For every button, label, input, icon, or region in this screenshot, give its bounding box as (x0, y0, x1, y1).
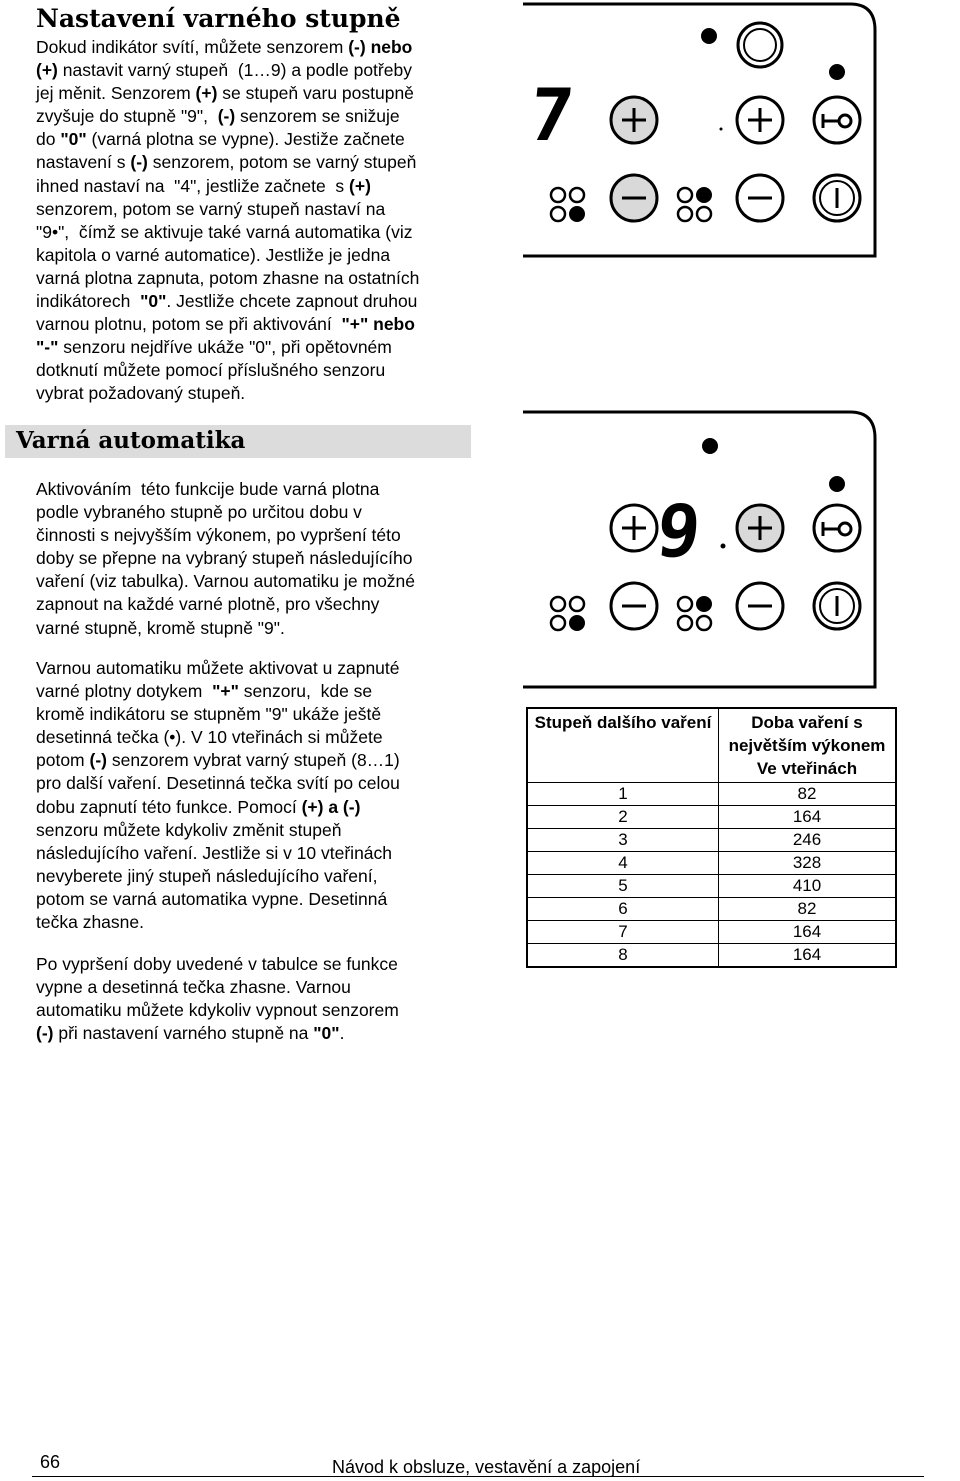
text-run: senzorem vybrat varný stupeň (8…1) (106, 750, 400, 771)
text-run: podle vybraného stupně po určitou dobu v (36, 502, 362, 523)
ring-sensor-inner (744, 29, 776, 61)
text-line (36, 359, 419, 382)
auto-cook-paragraph-2 (36, 657, 400, 934)
indicator-dot-icon (829, 476, 845, 492)
text-line (36, 570, 415, 593)
auto-cook-time-table (526, 707, 897, 968)
text-run: vybrat požadovaný stupeň. (36, 383, 246, 404)
text-run: "+" (212, 681, 239, 702)
text-run: následujícího vaření. Jestliže si v 10 vteřinách (36, 842, 393, 863)
cell-seconds: 164 (719, 806, 897, 829)
text-run: . (339, 1023, 345, 1044)
text-run: senzoru, kde se (238, 681, 373, 702)
auto-cook-paragraph-3 (36, 953, 399, 1045)
cell-seconds: 410 (719, 875, 897, 898)
text-line (36, 888, 400, 911)
indicator-dot-icon (701, 28, 717, 44)
power-level-paragraph (36, 36, 419, 406)
section-title-auto-cook: Varná automatika (16, 427, 246, 454)
text-run: vypne a desetinná tečka zhasne. Varnou (36, 977, 351, 998)
text-run: do (36, 129, 61, 150)
text-line (36, 593, 415, 616)
table-row (527, 875, 896, 898)
text-run: varné stupně, kromě stupně "9". (36, 617, 285, 638)
plus-glyph (748, 108, 772, 132)
control-panel-diagram-top (520, 0, 890, 262)
text-run: potom (36, 750, 90, 771)
table-row (527, 852, 896, 875)
text-line (36, 865, 400, 888)
text-line (36, 547, 415, 570)
text-line (36, 105, 419, 128)
text-line (36, 59, 419, 82)
text-run: senzoru můžete kdykoliv změnit stupeň (36, 819, 342, 840)
text-run: "-" (36, 337, 59, 358)
text-run: Dokud indikátor svítí, můžete senzorem (36, 37, 349, 57)
text-line (36, 819, 400, 842)
text-line (36, 313, 419, 336)
text-line (36, 290, 419, 313)
text-run: "0" (60, 129, 87, 150)
text-run: "+" nebo (341, 314, 415, 335)
text-line (36, 726, 400, 749)
zone-indicator-icon (551, 597, 585, 631)
text-run: vaření (viz tabulka). Varnou automatiku je možné (36, 571, 416, 592)
text-run: Aktivováním této funkcije bude varná plotna (36, 479, 380, 499)
text-run: kapitola o varné automatice). Jestliže je jedna (36, 244, 391, 265)
text-line (36, 999, 399, 1022)
text-run: nastavit varný stupeň (1…9) a podle potřeby (57, 60, 412, 81)
text-run: desetinná tečka (•). V 10 vteřinách si můžete (36, 727, 383, 748)
zone-indicator-icon (678, 187, 712, 221)
text-run: tečka zhasne. (36, 912, 144, 933)
text-run: (varná plotna se vypne). Jestiže začnete (86, 129, 405, 150)
text-run: kromě indikátoru se stupněm "9" ukáže ještě (36, 704, 382, 725)
text-run: pro další vaření. Desetinná tečka svítí po celou (36, 773, 400, 794)
text-run: (-) nebo (348, 37, 413, 57)
text-run: při nastavení varného stupně na (53, 1023, 314, 1044)
text-run: (+) (349, 175, 371, 196)
text-run: senzoru nejdříve ukáže "0", při opětovném (58, 337, 392, 358)
zone-indicator-icon (678, 596, 712, 630)
text-line (36, 244, 419, 267)
table-header-row (527, 708, 896, 783)
cell-next-level: 1 (527, 783, 719, 806)
auto-cook-paragraph-1 (36, 478, 415, 640)
text-run: dotknutí můžete pomocí příslušného senzoru (36, 360, 386, 381)
text-line (36, 657, 400, 680)
cell-next-level: 5 (527, 875, 719, 898)
table-row (527, 829, 896, 852)
text-run: jej měnit. Senzorem (36, 83, 196, 104)
text-run: "9•", čímž se aktivuje také varná automatika (viz (36, 221, 413, 242)
text-run: doby se přepne na vybraný stupeň následujícího (36, 548, 413, 569)
text-run: nevyberete jiný stupeň následujícího vaření, (36, 865, 378, 886)
text-run: (+) (36, 60, 58, 81)
page-number: 66 (40, 1452, 61, 1472)
display-digit: 9 (652, 490, 705, 574)
table-row (527, 921, 896, 944)
table-body (527, 783, 896, 968)
text-line (36, 680, 400, 703)
text-run: varnou plotnu, potom se při aktivování (36, 314, 342, 335)
text-run: ihned nastaví na "4", jestliže začnete s (36, 175, 350, 196)
cell-seconds: 246 (719, 829, 897, 852)
text-run: (-) (217, 106, 236, 127)
text-run: "0" (140, 291, 167, 312)
cell-next-level: 4 (527, 852, 719, 875)
text-line (36, 382, 419, 405)
text-line (36, 175, 419, 198)
text-run: Po vypršení doby uvedené v tabulce se funkce (36, 954, 398, 974)
display-digit: 7 (525, 74, 578, 158)
text-line (36, 842, 400, 865)
text-run: automatiku můžete kdykoliv vypnout senzorem (36, 1000, 399, 1021)
table-row (527, 898, 896, 921)
text-run: dobu zapnutí této funkce. Pomocí (36, 796, 302, 817)
text-line (36, 82, 419, 105)
panel-outline (523, 412, 875, 687)
text-line (36, 128, 419, 151)
cell-next-level: 8 (527, 944, 719, 968)
text-run: senzorem, potom se varný stupeň (147, 152, 417, 173)
text-line (36, 953, 399, 976)
text-run: Varnou automatiku můžete aktivovat u zapnuté (36, 658, 400, 678)
text-run: zapnout na každé varné plotně, pro všechny (36, 594, 380, 615)
text-run: senzorem se snižuje (235, 106, 400, 127)
cell-next-level: 6 (527, 898, 719, 921)
text-run: potom se varná automatika vypne. Desetinná (36, 888, 388, 909)
table-row (527, 783, 896, 806)
cell-seconds: 82 (719, 898, 897, 921)
text-run: (-) (36, 1023, 54, 1044)
text-line (36, 221, 419, 244)
text-run: varné plotny dotykem (36, 681, 213, 702)
text-line (36, 501, 415, 524)
text-line (36, 478, 415, 501)
zone-indicator-icon (551, 188, 585, 222)
text-run: (+) (195, 83, 218, 104)
decimal-point-icon (720, 128, 723, 131)
cell-seconds: 328 (719, 852, 897, 875)
text-line (36, 1022, 399, 1045)
text-line (36, 36, 419, 59)
cell-next-level: 2 (527, 806, 719, 829)
text-run: zvyšuje do stupně "9", (36, 106, 218, 127)
indicator-dot-icon (702, 438, 718, 454)
text-line (36, 976, 399, 999)
section-header-auto-cook (5, 425, 471, 458)
cell-seconds: 164 (719, 944, 897, 968)
text-run: senzorem, potom se varný stupeň nastaví na (36, 198, 386, 219)
text-line (36, 198, 419, 221)
text-line (36, 703, 400, 726)
text-line (36, 617, 415, 640)
table-row (527, 806, 896, 829)
cell-seconds: 164 (719, 921, 897, 944)
text-line (36, 911, 400, 934)
cell-next-level: 3 (527, 829, 719, 852)
table-row (527, 944, 896, 968)
cell-next-level: 7 (527, 921, 719, 944)
cell-seconds: 82 (719, 783, 897, 806)
text-run: indikátorech (36, 291, 141, 312)
text-run: činnosti s nejvyšším výkonem, po vypršení této (36, 525, 401, 546)
column-header-max-power-time: Doba vaření s největším výkonem Ve vteřinách (719, 708, 897, 783)
column-header-next-level: Stupeň dalšího vaření (527, 708, 719, 783)
text-line (36, 267, 419, 290)
text-line (36, 336, 419, 359)
text-line (36, 151, 419, 174)
decimal-point-icon (721, 544, 726, 549)
footer-title: Návod k obsluze, vestavění a zapojení (332, 1457, 641, 1477)
text-line (36, 749, 400, 772)
indicator-dot-icon (829, 64, 845, 80)
text-run: se stupeň varu postupně (217, 83, 414, 104)
text-line (36, 796, 400, 819)
text-run: (-) (89, 750, 107, 771)
text-run: varná plotna zapnuta, potom zhasne na ostatních (36, 267, 420, 288)
text-run: (-) (130, 152, 148, 173)
control-panel-diagram-bottom (520, 408, 890, 693)
text-line (36, 524, 415, 547)
section-title-power-level: Nastavení varného stupně (36, 4, 401, 33)
text-line (36, 772, 400, 795)
text-run: . Jestliže chcete zapnout druhou (166, 291, 418, 312)
text-run: nastavení s (36, 152, 131, 173)
text-run: "0" (313, 1023, 340, 1044)
text-run: (+) a (-) (301, 796, 361, 817)
